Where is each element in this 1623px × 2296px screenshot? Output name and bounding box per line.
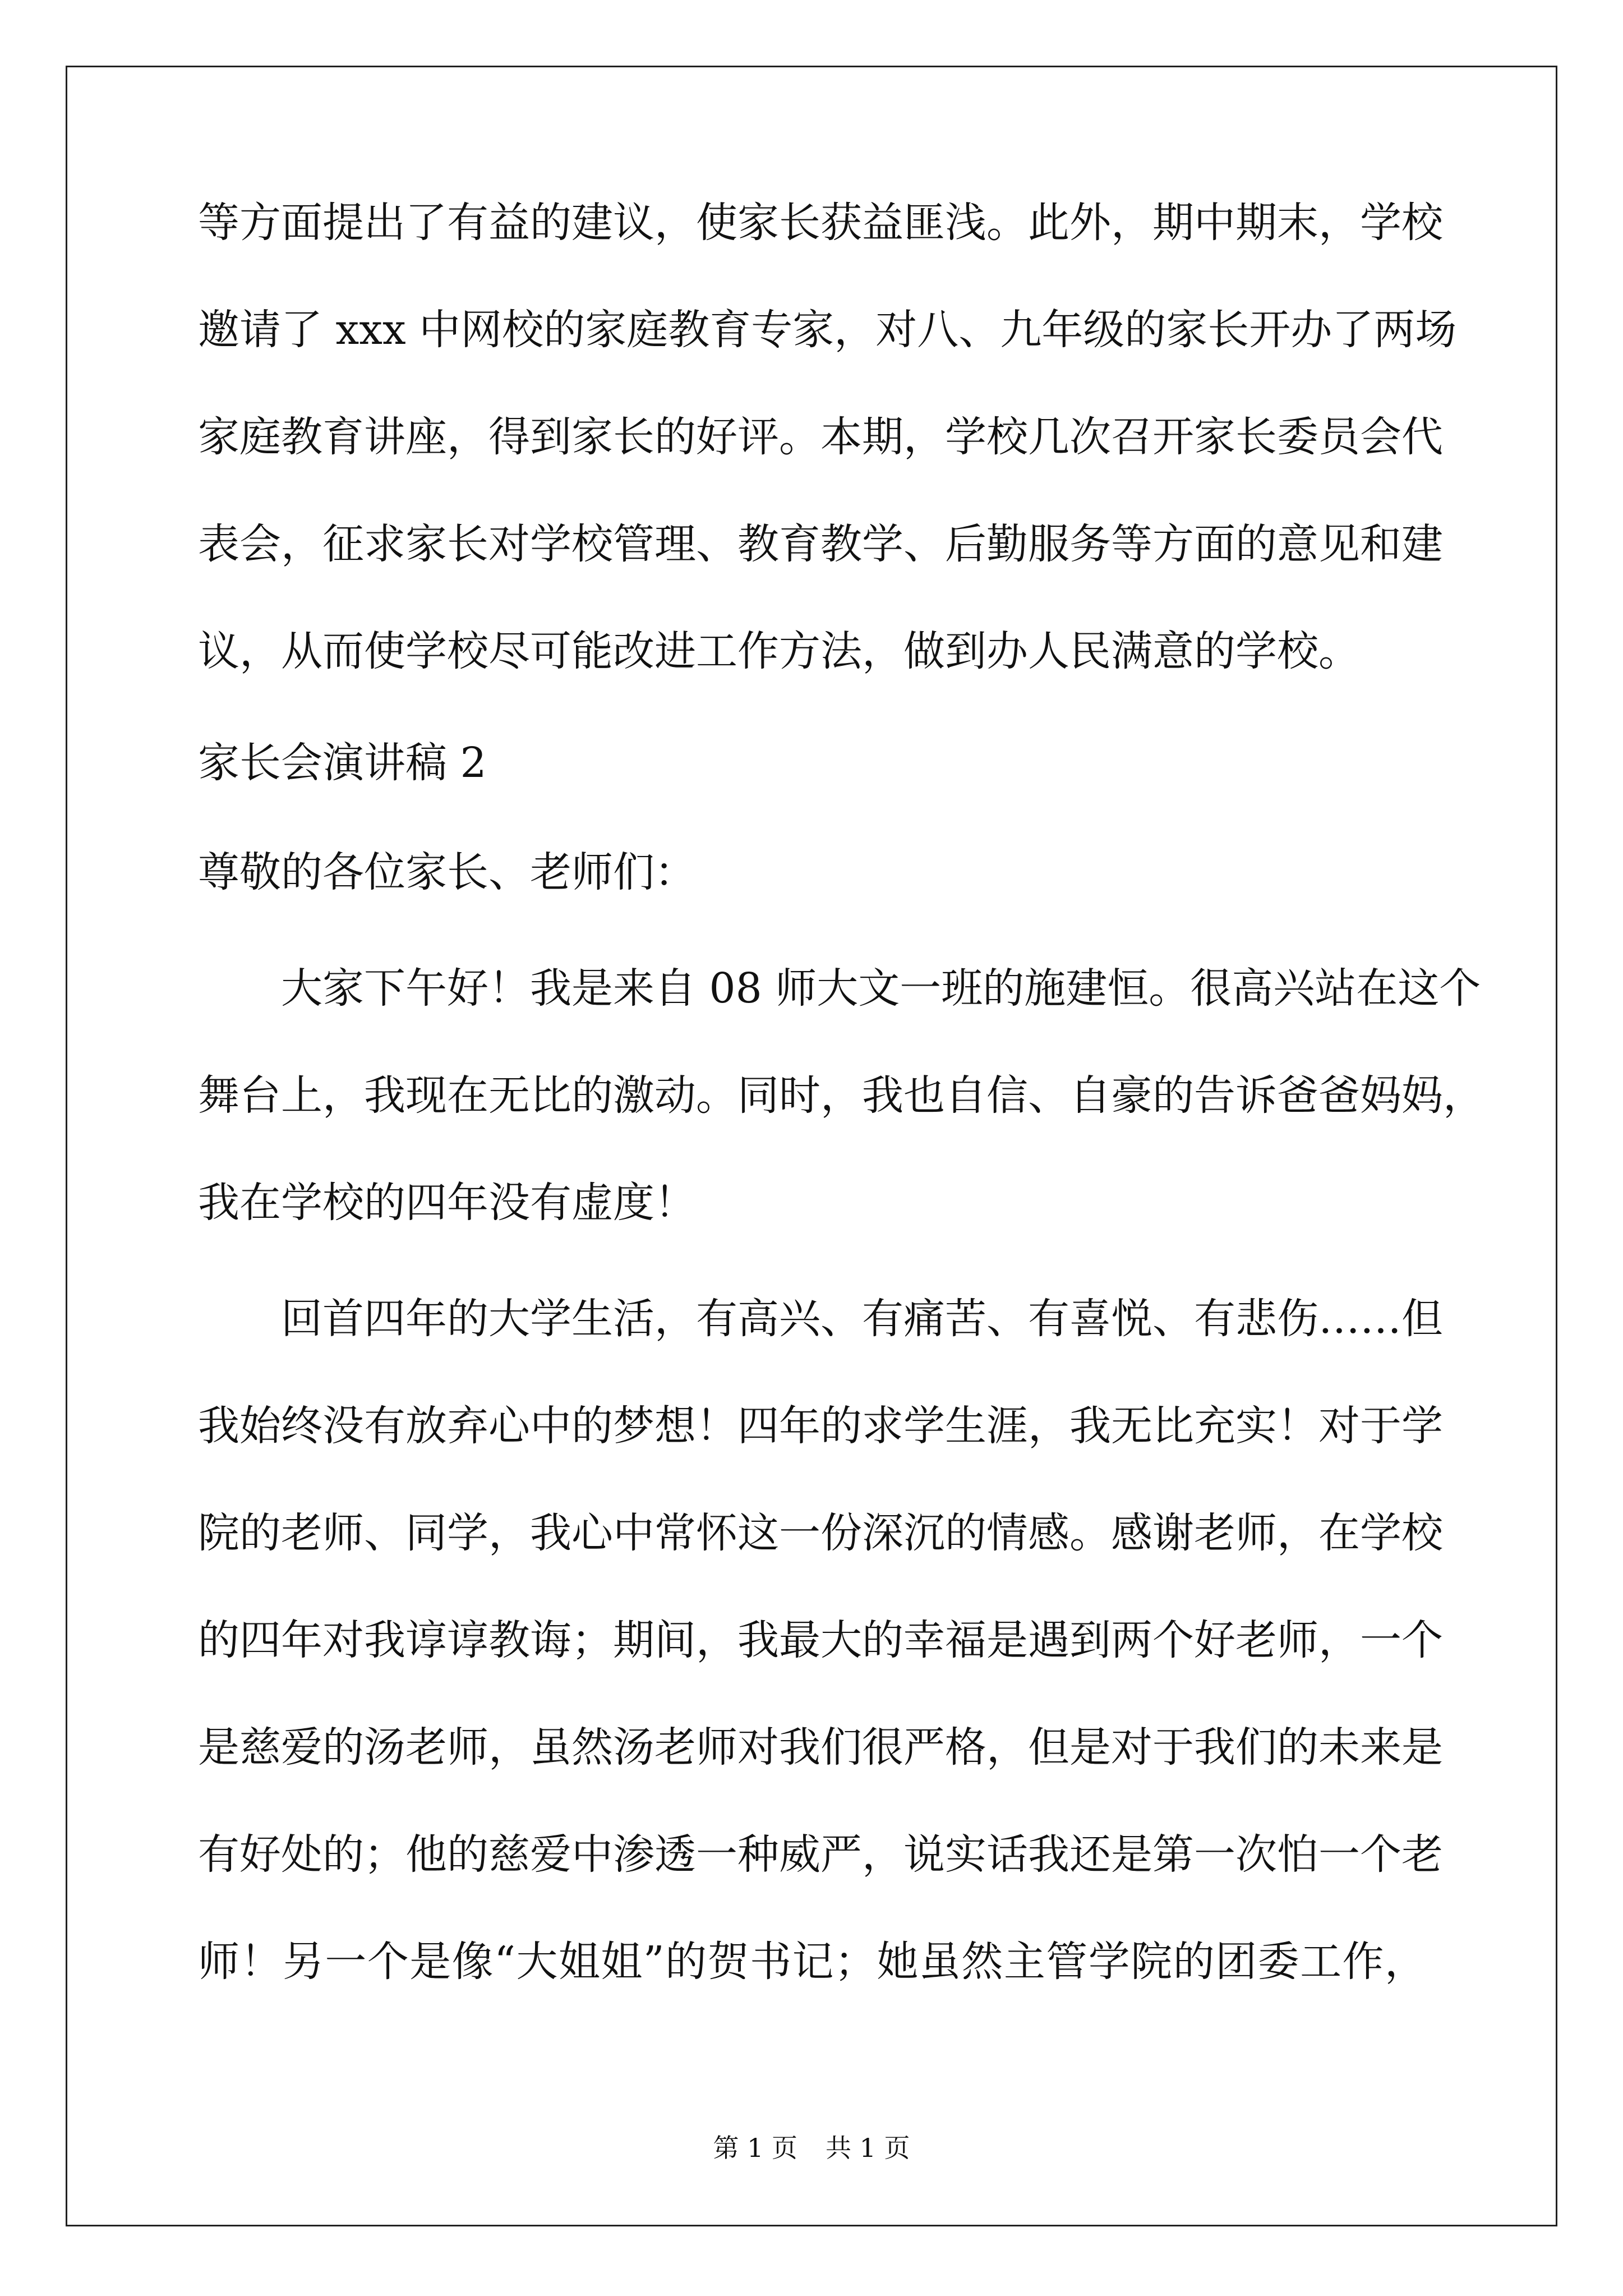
paragraph-line: 邀请了 xxx 中网校的家庭教育专家，对八、九年级的家长开办了两场	[198, 306, 1457, 354]
paragraph-line: 大家下午好！我是来自 08 师大文一班的施建恒。很高兴站在这个	[281, 964, 1481, 1013]
paragraph-line: 家庭教育讲座，得到家长的好评。本期，学校几次召开家长委员会代	[198, 413, 1443, 461]
paragraph-line: 院的老师、同学，我心中常怀这一份深沉的情感。感谢老师，在学校	[198, 1509, 1443, 1557]
page-total: 共 1 页	[826, 2133, 910, 2163]
section-heading: 家长会演讲稿 2	[198, 739, 487, 787]
paragraph-line: 表会，征求家长对学校管理、教育教学、后勤服务等方面的意见和建	[198, 520, 1443, 568]
paragraph-line: 的四年对我谆谆教诲；期间，我最大的幸福是遇到两个好老师，一个	[198, 1616, 1443, 1664]
paragraph-line: 舞台上，我现在无比的激动。同时，我也自信、自豪的告诉爸爸妈妈，	[198, 1071, 1484, 1120]
paragraph-line: 议，从而使学校尽可能改进工作方法，做到办人民满意的学校。	[198, 627, 1360, 675]
salutation: 尊敬的各位家长、老师们：	[198, 848, 696, 896]
paragraph-line: 回首四年的大学生活，有高兴、有痛苦、有喜悦、有悲伤……但	[281, 1295, 1443, 1343]
paragraph-line: 有好处的；他的慈爱中渗透一种威严，说实话我还是第一次怕一个老	[198, 1830, 1443, 1879]
paragraph-line: 等方面提出了有益的建议，使家长获益匪浅。此外，期中期末，学校	[198, 199, 1443, 247]
paragraph-line: 我在学校的四年没有虚度！	[198, 1179, 696, 1227]
paragraph-line: 我始终没有放弃心中的梦想！四年的求学生涯，我无比充实！对于学	[198, 1402, 1443, 1450]
paragraph-line: 是慈爱的汤老师，虽然汤老师对我们很严格，但是对于我们的未来是	[198, 1723, 1443, 1772]
page-footer	[0, 2135, 1623, 2161]
document-body	[198, 199, 1484, 1986]
paragraph-line: 师！另一个是像“大姐姐”的贺书记；她虽然主管学院的团委工作，	[198, 1938, 1426, 1986]
page-number: 第 1 页	[713, 2133, 797, 2163]
